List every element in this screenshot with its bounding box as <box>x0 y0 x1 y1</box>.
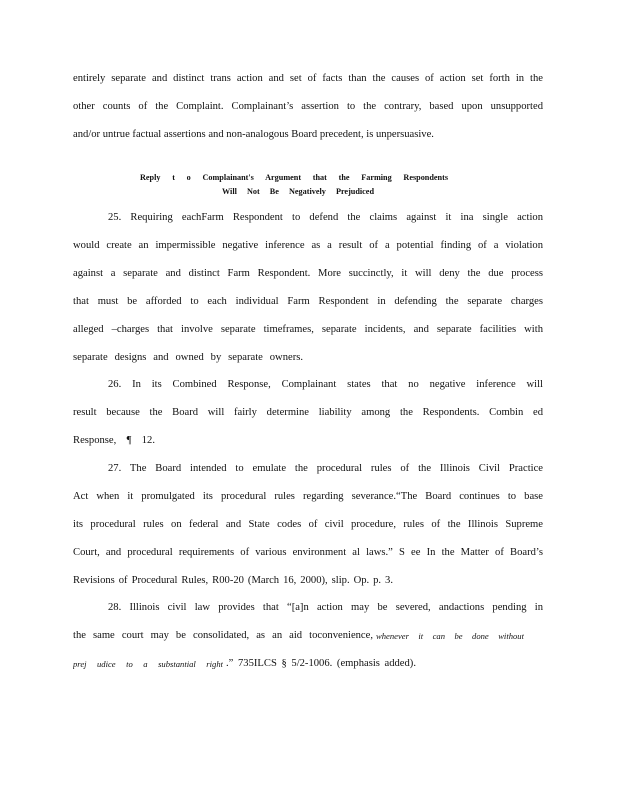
para-26-line-3: Response, ¶ 12. <box>73 435 155 446</box>
para-28-line-2-roman: the same court may be consolidated, as an aid toconvenience, <box>73 630 373 641</box>
para-27-line-3: its procedural rules on federal and State codes of civil procedure, rules of the Illinois Supreme <box>73 519 543 530</box>
intro-line-3: and/or untrue factual assertions and non-analogous Board precedent, is unpersuasive. <box>73 129 434 140</box>
para-27-line-2: Act when it promulgated its procedural rules regarding severance.“The Board continues to base <box>73 491 543 502</box>
para-27-line-5: Revisions of Procedural Rules, R00-20 (March 16, 2000), slip. Op. p. 3. <box>73 575 393 586</box>
para-27-line-1: 27. The Board intended to emulate the procedural rules of the Illinois Civil Practice <box>108 463 543 474</box>
section-heading-line-1: Reply t o Complainant's Argument that the Farming Respondents <box>140 173 448 182</box>
para-28-line-1: 28. Illinois civil law provides that “[a]n action may be severed, andactions pending in <box>108 602 543 613</box>
para-28-line-3-italic: prej udice to a substantial right <box>73 659 223 669</box>
para-28-line-3-roman: .” 735ILCS § 5/2-1006. (emphasis added). <box>226 658 416 669</box>
para-25-line-6: separate designs and owned by separate owners. <box>73 352 303 363</box>
para-28-line-2-italic: whenever it can be done without <box>376 631 524 641</box>
para-25-line-5: alleged –charges that involve separate timeframes, separate incidents, and separate facilities with <box>73 324 543 335</box>
para-25-line-4: that must be afforded to each individual Farm Respondent in defending the separate charges <box>73 296 543 307</box>
intro-line-2: other counts of the Complaint. Complainant’s assertion to the contrary, based upon unsupported <box>73 101 543 112</box>
para-25-line-2: would create an impermissible negative inference as a result of a potential finding of a violation <box>73 240 543 251</box>
section-heading-line-2: Will Not Be Negatively Prejudiced <box>222 187 374 196</box>
para-25-line-1: 25. Requiring eachFarm Respondent to defend the claims against it ina single action <box>108 212 543 223</box>
para-26-line-2: result because the Board will fairly determine liability among the Respondents. Combin ed <box>73 407 543 418</box>
para-25-line-3: against a separate and distinct Farm Respondent. More succinctly, it will deny the due process <box>73 268 543 279</box>
para-27-line-4: Court, and procedural requirements of various environment al laws.” S ee In the Matter of Board’s <box>73 547 543 558</box>
para-26-line-1: 26. In its Combined Response, Complainant states that no negative inference will <box>108 379 543 390</box>
intro-line-1: entirely separate and distinct trans action and set of facts than the causes of action set forth in the <box>73 73 543 84</box>
